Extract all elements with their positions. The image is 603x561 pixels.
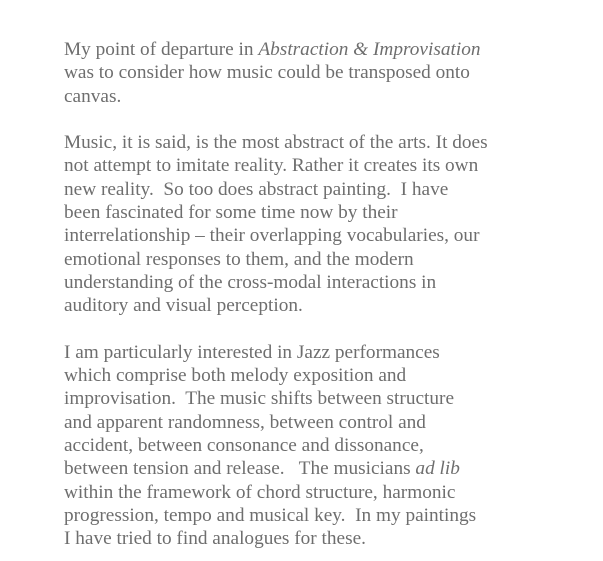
- text-line: [64, 154, 594, 177]
- text-segment: was to consider how music could be transposed onto: [64, 62, 470, 84]
- text-line: [64, 527, 594, 550]
- text-line: [64, 387, 594, 410]
- text-segment: auditory and visual perception.: [64, 295, 303, 317]
- text-line: [64, 294, 594, 317]
- text-segment: not attempt to imitate reality. Rather it creates its own: [64, 155, 479, 177]
- text-line: [64, 434, 594, 457]
- text-line: [64, 201, 594, 224]
- italic-text: ad lib: [415, 458, 460, 480]
- paragraph-2: [64, 131, 594, 317]
- paragraph-gap: [64, 318, 594, 341]
- text-segment: interrelationship – their overlapping vocabularies, our: [64, 225, 480, 247]
- text-segment: canvas.: [64, 85, 122, 107]
- paragraph-1: [64, 38, 594, 108]
- text-segment: been fascinated for some time now by their: [64, 202, 398, 224]
- text-segment: I am particularly interested in Jazz performances: [64, 341, 440, 363]
- text-line: [64, 411, 594, 434]
- text-line: [64, 457, 594, 480]
- italic-text: Abstraction & Improvisation: [258, 39, 481, 60]
- text-segment: Music, it is said, is the most abstract of the arts. It does: [64, 132, 488, 154]
- text-segment: new reality. So too does abstract painting. I have: [64, 178, 449, 200]
- paragraph-gap: [64, 108, 594, 131]
- text-line: [64, 38, 594, 61]
- text-segment: progression, tempo and musical key. In my paintings: [64, 504, 477, 526]
- text-line: [64, 224, 594, 247]
- text-line: [64, 61, 594, 84]
- text-segment: which comprise both melody exposition and: [64, 365, 407, 387]
- text-line: [64, 504, 594, 527]
- text-line: [64, 248, 594, 271]
- text-segment: between tension and release. The musicians: [64, 458, 416, 480]
- text-segment: understanding of the cross-modal interactions in: [64, 271, 437, 293]
- text-line: [64, 481, 594, 504]
- text-line: [64, 271, 594, 294]
- text-segment: and apparent randomness, between control and: [64, 411, 426, 433]
- text-segment: accident, between consonance and dissonance,: [64, 435, 424, 457]
- text-segment: I have tried to find analogues for these.: [64, 528, 366, 550]
- text-segment: My point of departure in: [64, 39, 259, 60]
- text-segment: improvisation. The music shifts between structure: [64, 388, 455, 410]
- text-line: [64, 341, 594, 364]
- text-segment: within the framework of chord structure, harmonic: [64, 481, 456, 503]
- paragraph-3: [64, 341, 594, 551]
- text-line: [64, 178, 594, 201]
- text-line: [64, 85, 594, 108]
- text-segment: emotional responses to them, and the modern: [64, 248, 414, 270]
- text-line: [64, 364, 594, 387]
- text-line: [64, 131, 594, 154]
- document-body: [64, 38, 594, 551]
